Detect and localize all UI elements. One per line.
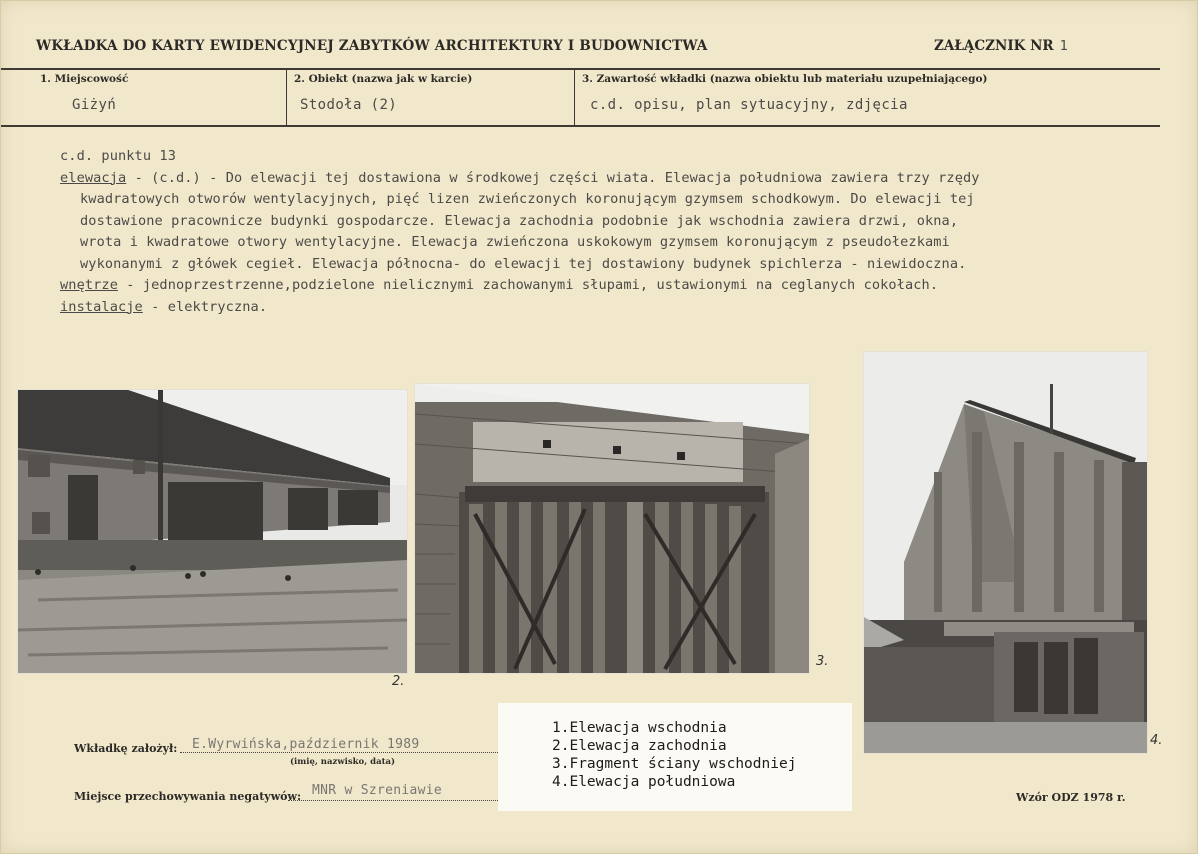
description-line-rest: - elektryczna. <box>142 298 268 315</box>
photo-wall-fragment-gates <box>415 384 809 673</box>
attachment-number-value: 1 <box>1059 38 1068 54</box>
photo-number-3: 3. <box>816 654 829 669</box>
description-line-rest: - (c.d.) - Do elewacji tej dostawiona w środkowej części wiata. Elewacja południowa zawiera trzy rzędy <box>126 169 980 186</box>
table-top-rule <box>0 68 1160 70</box>
caption-2: 2.Elewacja zachodnia <box>552 738 727 754</box>
negatives-location-label: Miejsce przechowywania negatywów: <box>74 790 302 803</box>
photo-barn-east-elevation <box>18 390 407 673</box>
description-line <box>60 168 1180 190</box>
column-divider-1 <box>286 69 287 126</box>
description-line: wrota i kwadratowe otwory wentylacyjne. Elewacja zwieńczona uskokowym gzymsem koronującym z pseudołezkami <box>80 234 950 250</box>
photo-barn-south-elevation <box>864 352 1147 753</box>
description-line: kwadratowych otworów wentylacyjnych, pięć lizen zwieńczonych koronującym gzymsem schodkowym. Do elewacji tej <box>80 191 975 207</box>
section-term-wnetrze: wnętrze <box>60 277 118 293</box>
photo-number-2: 2. <box>392 674 405 689</box>
negatives-location-value: MNR w Szreniawie <box>312 783 443 798</box>
caption-4: 4.Elewacja południowa <box>552 774 736 790</box>
photo-barn-east-elevation-image <box>18 390 407 673</box>
table-bottom-rule <box>0 125 1160 127</box>
caption-3: 3.Fragment ściany wschodniej <box>552 756 797 772</box>
description-line: c.d. punktu 13 <box>60 148 176 164</box>
negatives-dotted-line <box>288 800 498 801</box>
founded-by-sublabel: (imię, nazwisko, data) <box>290 757 396 767</box>
photo-captions-card <box>498 703 852 811</box>
founded-by-label: Wkładkę założył: <box>74 742 178 755</box>
photo-wall-fragment-gates-image <box>415 384 809 673</box>
object-value: Stodoła (2) <box>300 97 398 113</box>
attachment-number <box>934 38 1068 54</box>
form-template-code: Wzór ODZ 1978 r. <box>1016 791 1126 804</box>
founded-by-value: E.Wyrwińska,październik 1989 <box>192 737 420 752</box>
photo-number-4: 4. <box>1150 733 1163 748</box>
locality-value: Giżyń <box>72 97 117 113</box>
attachment-label: ZAŁĄCZNIK NR <box>934 38 1054 54</box>
section-term-elewacja: elewacja <box>60 169 127 186</box>
object-label: 2. Obiekt (nazwa jak w karcie) <box>294 73 473 85</box>
description-line-rest: - jednoprzestrzenne,podzielone nielicznymi zachowanymi słupami, ustawionymi na ceglanych cokołach. <box>118 277 939 293</box>
locality-label: 1. Miejscowość <box>40 73 129 85</box>
description-text <box>60 146 1180 318</box>
contents-value: c.d. opisu, plan sytuacyjny, zdjęcia <box>590 97 908 113</box>
description-line: dostawione pracownicze budynki gospodarcze. Elewacja zachodnia podobnie jak wschodnia zawiera drzwi, okna, <box>80 212 959 229</box>
card-title: WKŁADKA DO KARTY EWIDENCYJNEJ ZABYTKÓW ARCHITEKTURY I BUDOWNICTWA <box>36 38 708 54</box>
founded-by-dotted-line <box>180 752 498 753</box>
description-line: wykonanymi z główek cegieł. Elewacja północna- do elewacji tej dostawiony budynek spichlerza - niewidoczna. <box>80 255 967 272</box>
caption-1: 1.Elewacja wschodnia <box>552 720 727 736</box>
column-divider-2 <box>574 69 575 126</box>
photo-barn-south-elevation-image <box>864 352 1147 753</box>
description-line <box>60 275 1180 297</box>
description-line <box>60 297 1180 319</box>
contents-label: 3. Zawartość wkładki (nazwa obiektu lub materiału uzupełniającego) <box>582 73 988 85</box>
section-term-instalacje: instalacje <box>60 298 143 315</box>
